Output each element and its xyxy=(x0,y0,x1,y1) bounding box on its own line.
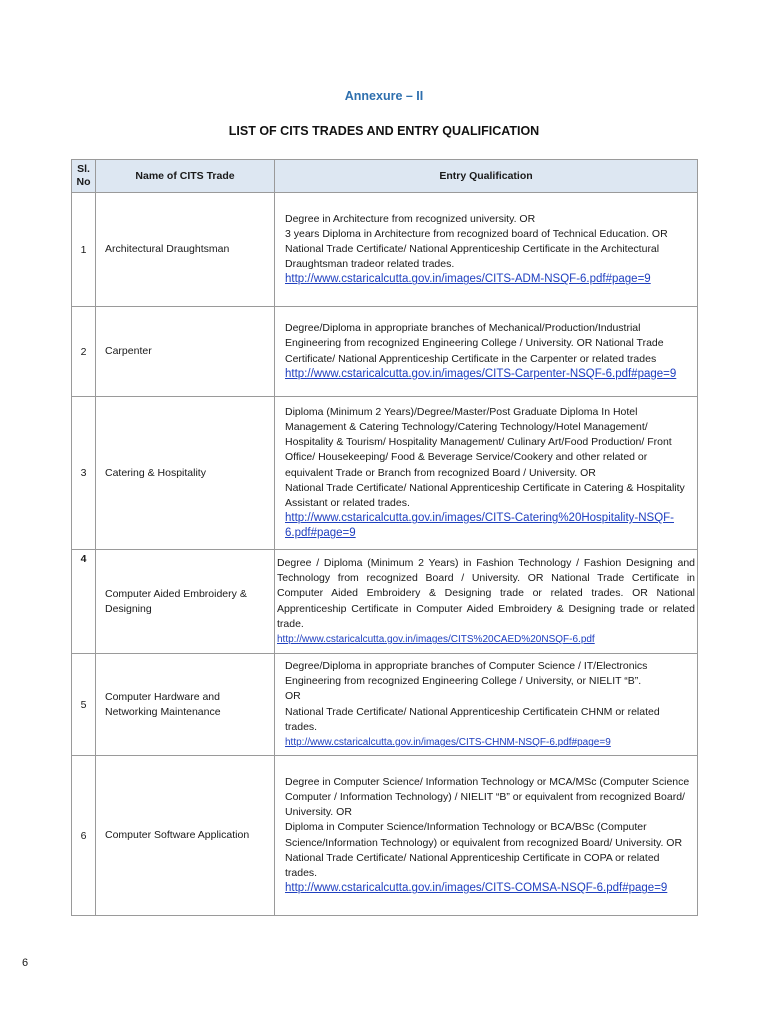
page-number: 6 xyxy=(22,957,29,969)
row-qualification-cell xyxy=(275,654,698,756)
row-qualification-text: Degree/Diploma in appropriate branches of Computer Science / IT/Electronics Engineering from recognized Engineering College / University, or NIELIT “B”. OR National Trade Certificate/ National Apprenticeship Certificatein CHNM or related trades. xyxy=(285,659,660,733)
row-syllabus-link[interactable]: http://www.cstaricalcutta.gov.in/images/CITS-COMSA-NSQF-6.pdf#page=9 xyxy=(285,882,668,895)
row-sl-no: 2 xyxy=(72,307,96,397)
document-title: LIST OF CITS TRADES AND ENTRY QUALIFICATION xyxy=(228,124,540,138)
header-entry-qualification: Entry Qualification xyxy=(275,160,698,193)
annexure-heading: Annexure – II xyxy=(344,89,424,103)
row-qualification-cell xyxy=(275,193,698,307)
table-row xyxy=(72,550,698,654)
row-syllabus-link[interactable]: http://www.cstaricalcutta.gov.in/images/CITS-ADM-NSQF-6.pdf#page=9 xyxy=(285,273,651,286)
row-trade-name: Carpenter xyxy=(96,307,275,397)
row-sl-no: 1 xyxy=(72,193,96,307)
table-row xyxy=(72,654,698,756)
table-row xyxy=(72,307,698,397)
table-row xyxy=(72,756,698,916)
table-row xyxy=(72,193,698,307)
header-trade-name: Name of CITS Trade xyxy=(96,160,275,193)
row-sl-no: 3 xyxy=(72,397,96,550)
row-syllabus-link[interactable]: http://www.cstaricalcutta.gov.in/images/CITS-Carpenter-NSQF-6.pdf#page=9 xyxy=(285,367,677,380)
row-qualification-text: Degree in Architecture from recognized university. OR 3 years Diploma in Architecture from recognized board of Technical Education. OR National Trade Certificate/ National Apprenticeship Certificate in the Architectural Draughtsman tradeor related trades. xyxy=(285,212,668,271)
row-trade-name: Computer Aided Embroidery & Designing xyxy=(96,550,275,654)
row-qualification-cell xyxy=(275,550,698,654)
row-qualification-text: Degree/Diploma in appropriate branches of Mechanical/Production/Industrial Engineering from recognized Engineering College / University. OR National Trade Certificate/ National Apprenticeship Certificate in the Carpenter or related trades xyxy=(285,322,664,365)
row-sl-no: 4 xyxy=(72,550,96,654)
row-qualification-cell xyxy=(275,307,698,397)
row-qualification-text: Degree / Diploma (Minimum 2 Years) in Fashion Technology / Fashion Designing and Technology from recognized Board / University. OR National Trade Certificate in Computer Aided Embroidery & Designing trade or related trades. OR National Apprenticeship Certificate in Computer Aided Embroidery & Designing trade or related trade. xyxy=(277,556,695,630)
row-qualification-cell xyxy=(275,397,698,550)
row-qualification-cell xyxy=(275,756,698,916)
row-trade-name: Computer Hardware and Networking Maintenance xyxy=(96,654,275,756)
row-syllabus-link[interactable]: http://www.cstaricalcutta.gov.in/images/CITS%20CAED%20NSQF-6.pdf xyxy=(277,634,595,645)
header-sl-no: Sl. No xyxy=(72,160,96,193)
trades-table xyxy=(71,159,698,916)
row-trade-name: Computer Software Application xyxy=(96,756,275,916)
table-header-row xyxy=(72,160,698,193)
row-trade-name: Catering & Hospitality xyxy=(96,397,275,550)
row-sl-no: 5 xyxy=(72,654,96,756)
row-syllabus-link[interactable]: http://www.cstaricalcutta.gov.in/images/CITS-Catering%20Hospitality-NSQF-6.pdf#page=9 xyxy=(285,512,675,540)
table-row xyxy=(72,397,698,550)
row-trade-name: Architectural Draughtsman xyxy=(96,193,275,307)
row-syllabus-link[interactable]: http://www.cstaricalcutta.gov.in/images/CITS-CHNM-NSQF-6.pdf#page=9 xyxy=(285,737,611,748)
row-qualification-text: Diploma (Minimum 2 Years)/Degree/Master/Post Graduate Diploma In Hotel Management & Catering Technology/Catering Technology/Hotel Management/ Hospitality & Tourism/ Hospitality Management/ Culinary Art/Food Production/ Front Office/ Housekeeping/ Food & Beverage Service/Cookery and other related or equivalent Trade or Branch from recognized Board / University. OR National Trade Certificate/ National Apprenticeship Certificate in Catering & Hospitality Assistant or related trades. xyxy=(285,405,685,509)
row-sl-no: 6 xyxy=(72,756,96,916)
row-qualification-text: Degree in Computer Science/ Information Technology or MCA/MSc (Computer Science Computer / Information Technology) / NIELIT “B” or equivalent from recognized Board/ University. OR Diploma in Computer Science/Information Technology or BCA/BSc (Computer Science/Information Technology) or equivalent from recognized Board/ University. OR National Trade Certificate/ National Apprenticeship Certificate in COPA or related trades. xyxy=(285,775,690,879)
